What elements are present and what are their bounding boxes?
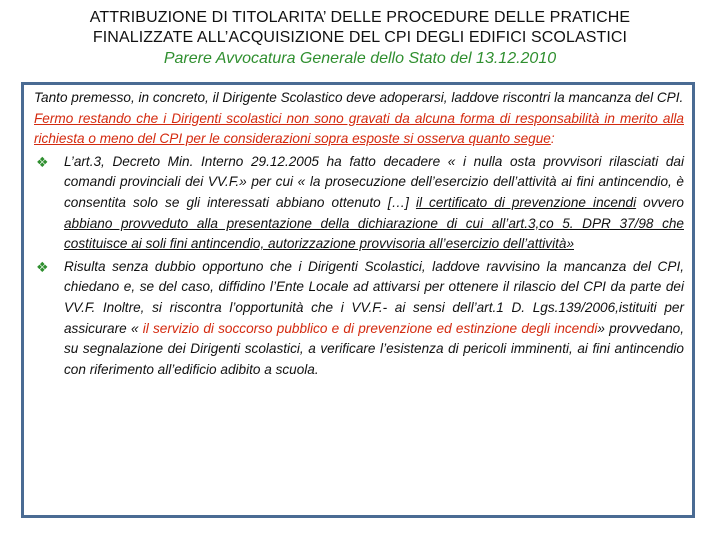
title-line-2: FINALIZZATE ALL’ACQUISIZIONE DEL CPI DEGLI EDIFICI SCOLASTICI [92,29,628,46]
diamond-bullet-icon: ❖ [36,258,49,275]
red-paragraph-end: : [550,131,555,147]
red-paragraph [34,109,684,150]
bullet-1-text [64,152,684,255]
bullet-2-part2: il servizio di soccorso pubblico e di prevenzione ed estinzione degli incendi [142,320,598,336]
bullet-1-part2: il certificato di prevenzione incendi [415,194,637,210]
slide-header [0,8,720,69]
bullet-2-part1: Risulta senza dubbio opportuno che i Dirigenti Scolastici, laddove ravvisino la mancanza del CPI, chiedano e, se del caso, diffidino l’Ente Locale ad attivarsi per ottenere il rilascio del CPI da parte dei VV.F. Inoltre, si riscontra l’opportunità che i VV.F.- ai sensi dell’art.1 D. Lgs.139/2006,istituiti per assicurare « [64,258,684,336]
content-box [21,82,695,518]
bullet-item-2 [34,257,684,381]
bullet-1-part4: abbiano provveduto alla presentazione della dichiarazione di cui all’art.3,co 5. DPR 37/98 che costituisce ai soli fini antincendio, autorizzazione provvisoria all’esercizio dell’attività» [64,215,684,252]
red-paragraph-underlined: Fermo restando che i Dirigenti scolastici non sono gravati da alcuna forma di responsabilità in merito alla richiesta o meno del CPI per le considerazioni sopra esposte si osserva quanto segue [34,110,684,147]
bullet-2-part3: » provvedano, su segnalazione dei Dirigenti scolastici, a verificare l’esistenza di pericoli imminenti, ai fini antincendio con riferimento all’edificio adibito a scuola. [64,320,685,377]
intro-paragraph: Tanto premesso, in concreto, il Dirigente Scolastico deve adoperarsi, laddove riscontri la mancanza del CPI. [34,90,684,105]
subtitle: Parere Avvocatura Generale dello Stato del 13.12.2010 [163,50,557,67]
bullet-1-part3: ovvero [636,194,684,210]
bullet-2-text [64,257,684,381]
bullet-item-1 [34,152,684,255]
diamond-bullet-icon: ❖ [36,153,49,170]
title-line-1: ATTRIBUZIONE DI TITOLARITA’ DELLE PROCEDURE DELLE PRATICHE [89,9,631,26]
bullet-1-part1: L’art.3, Decreto Min. Interno 29.12.2005 ha fatto decadere « i nulla osta provvisori rilasciati dai comandi provinciali dei VV.F.» per cui « la prosecuzione dell’esercizio dell’attività ai fini antincendio, è consentita solo se gli interessati abbiano ottenuto […] [64,153,684,210]
